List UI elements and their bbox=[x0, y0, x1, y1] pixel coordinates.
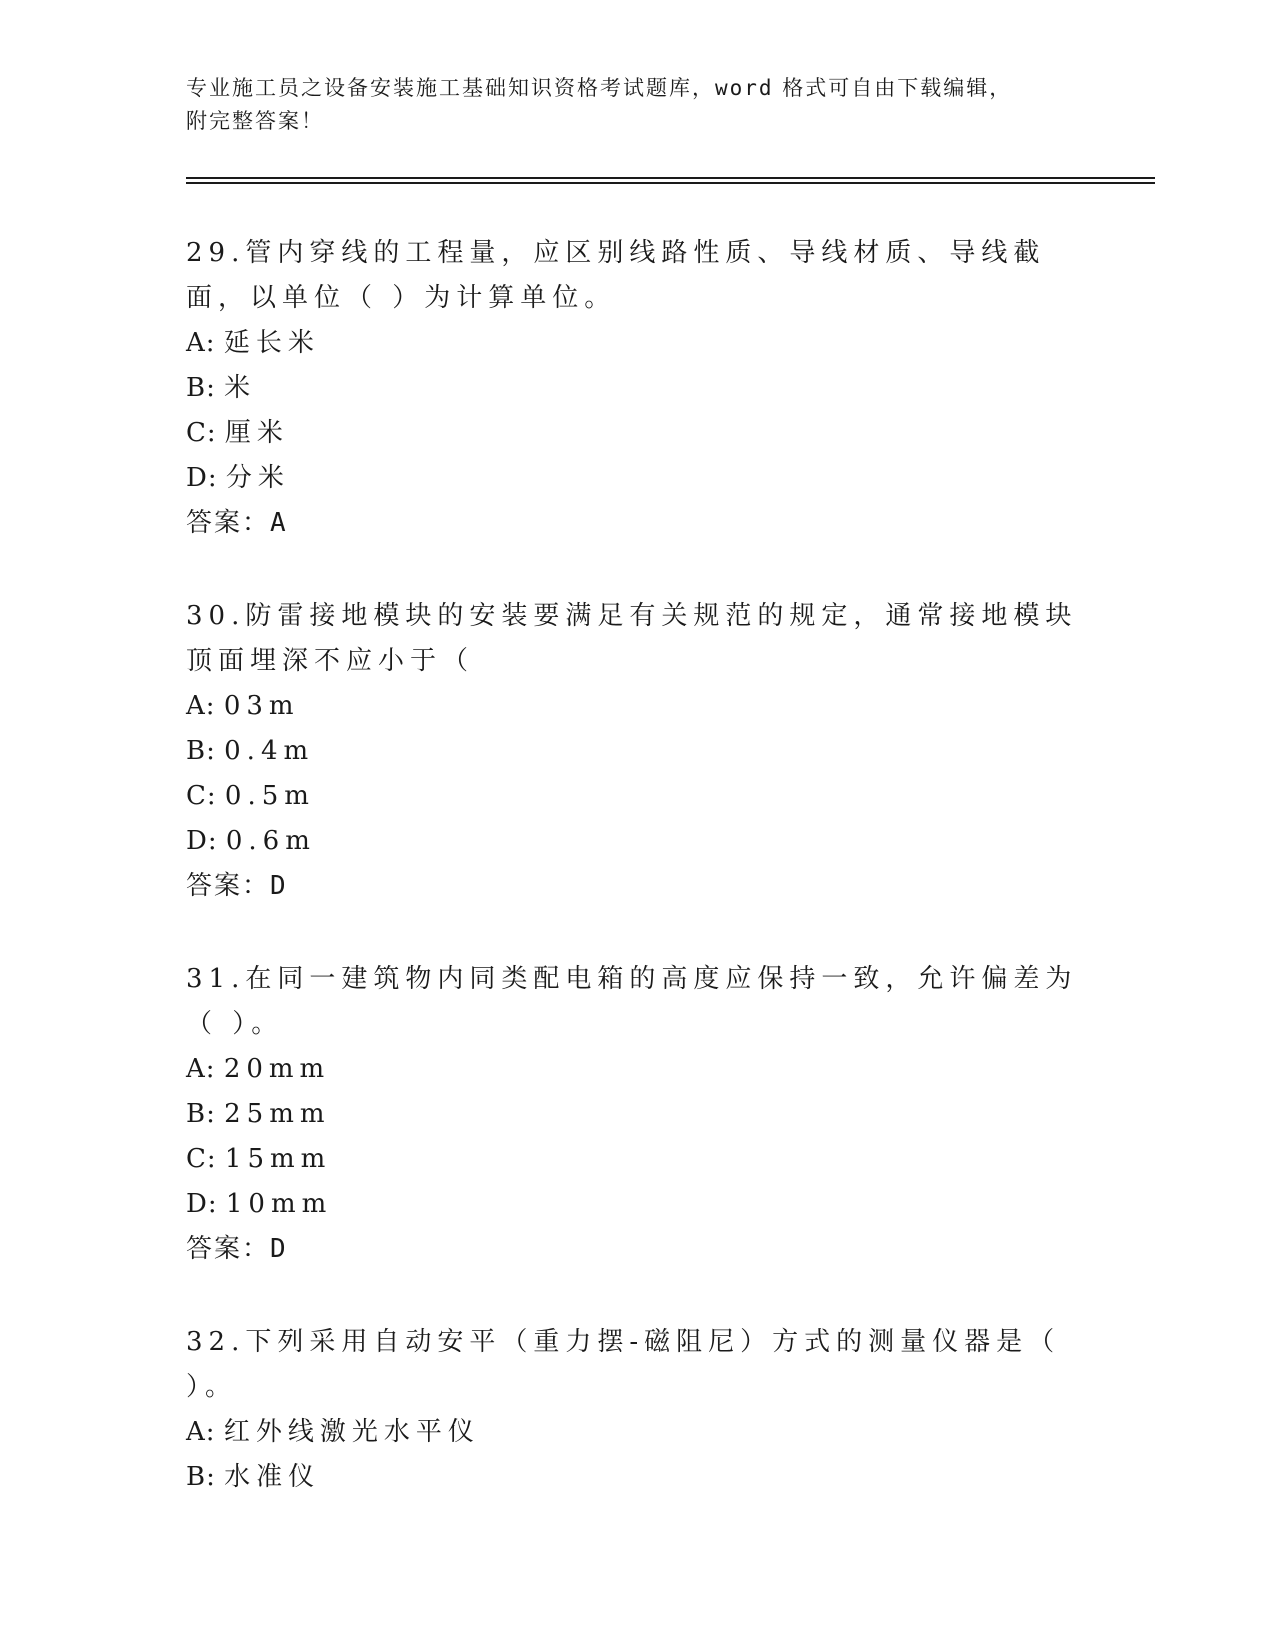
option-d: D: 0.6m bbox=[186, 826, 316, 856]
answer bbox=[186, 864, 1086, 909]
option-c: C: 0.5m bbox=[186, 781, 315, 811]
question-31 bbox=[186, 957, 1086, 1272]
question-text: 31.在同一建筑物内同类配电箱的高度应保持一致，允许偏差为（ ）。 bbox=[186, 964, 1078, 1039]
answer-label: 答案： bbox=[186, 871, 271, 901]
option-b: B: 0.4m bbox=[186, 736, 315, 766]
answer-value: D bbox=[270, 871, 288, 901]
question-text: 29.管内穿线的工程量，应区别线路性质、导线材质、导线截面，以单位（ ）为计算单位。 bbox=[186, 238, 1046, 313]
header-title-part-2: 格式可自由下载编辑， bbox=[773, 76, 1013, 100]
answer-value: A bbox=[270, 508, 288, 538]
answer-label: 答案： bbox=[186, 1234, 271, 1264]
answer bbox=[186, 1227, 1086, 1272]
question-30 bbox=[186, 594, 1086, 909]
header-divider-top bbox=[186, 177, 1155, 179]
option-b: B: 25mm bbox=[186, 1099, 331, 1129]
option-b: B: 米 bbox=[186, 373, 257, 403]
option-c: C: 15mm bbox=[186, 1144, 332, 1174]
answer bbox=[186, 501, 1086, 546]
option-b: B: 水准仪 bbox=[186, 1462, 321, 1492]
header-word-format: word bbox=[715, 76, 774, 100]
question-text: 32.下列采用自动安平（重力摆-磁阻尼）方式的测量仪器是（ ）。 bbox=[186, 1327, 1061, 1402]
header-line-1 bbox=[186, 72, 1086, 105]
option-d: D: 分米 bbox=[186, 463, 290, 493]
answer-label: 答案： bbox=[186, 508, 271, 538]
question-text: 30.防雷接地模块的安装要满足有关规范的规定，通常接地模块顶面埋深不应小于（ bbox=[186, 601, 1078, 676]
option-a: A: 红外线激光水平仪 bbox=[186, 1417, 480, 1447]
option-c: C: 厘米 bbox=[186, 418, 289, 448]
header-divider-bottom bbox=[186, 182, 1155, 184]
question-29 bbox=[186, 231, 1086, 546]
header-title-part-1: 专业施工员之设备安装施工基础知识资格考试题库， bbox=[186, 76, 715, 100]
question-32 bbox=[186, 1320, 1086, 1500]
option-a: A: 延长米 bbox=[186, 328, 320, 358]
answer-value: D bbox=[270, 1234, 288, 1264]
header-line-2: 附完整答案！ bbox=[186, 109, 324, 133]
document-header bbox=[186, 72, 1086, 138]
option-a: A: 20mm bbox=[186, 1054, 331, 1084]
option-d: D: 10mm bbox=[186, 1189, 333, 1219]
option-a: A: 03m bbox=[186, 691, 300, 721]
